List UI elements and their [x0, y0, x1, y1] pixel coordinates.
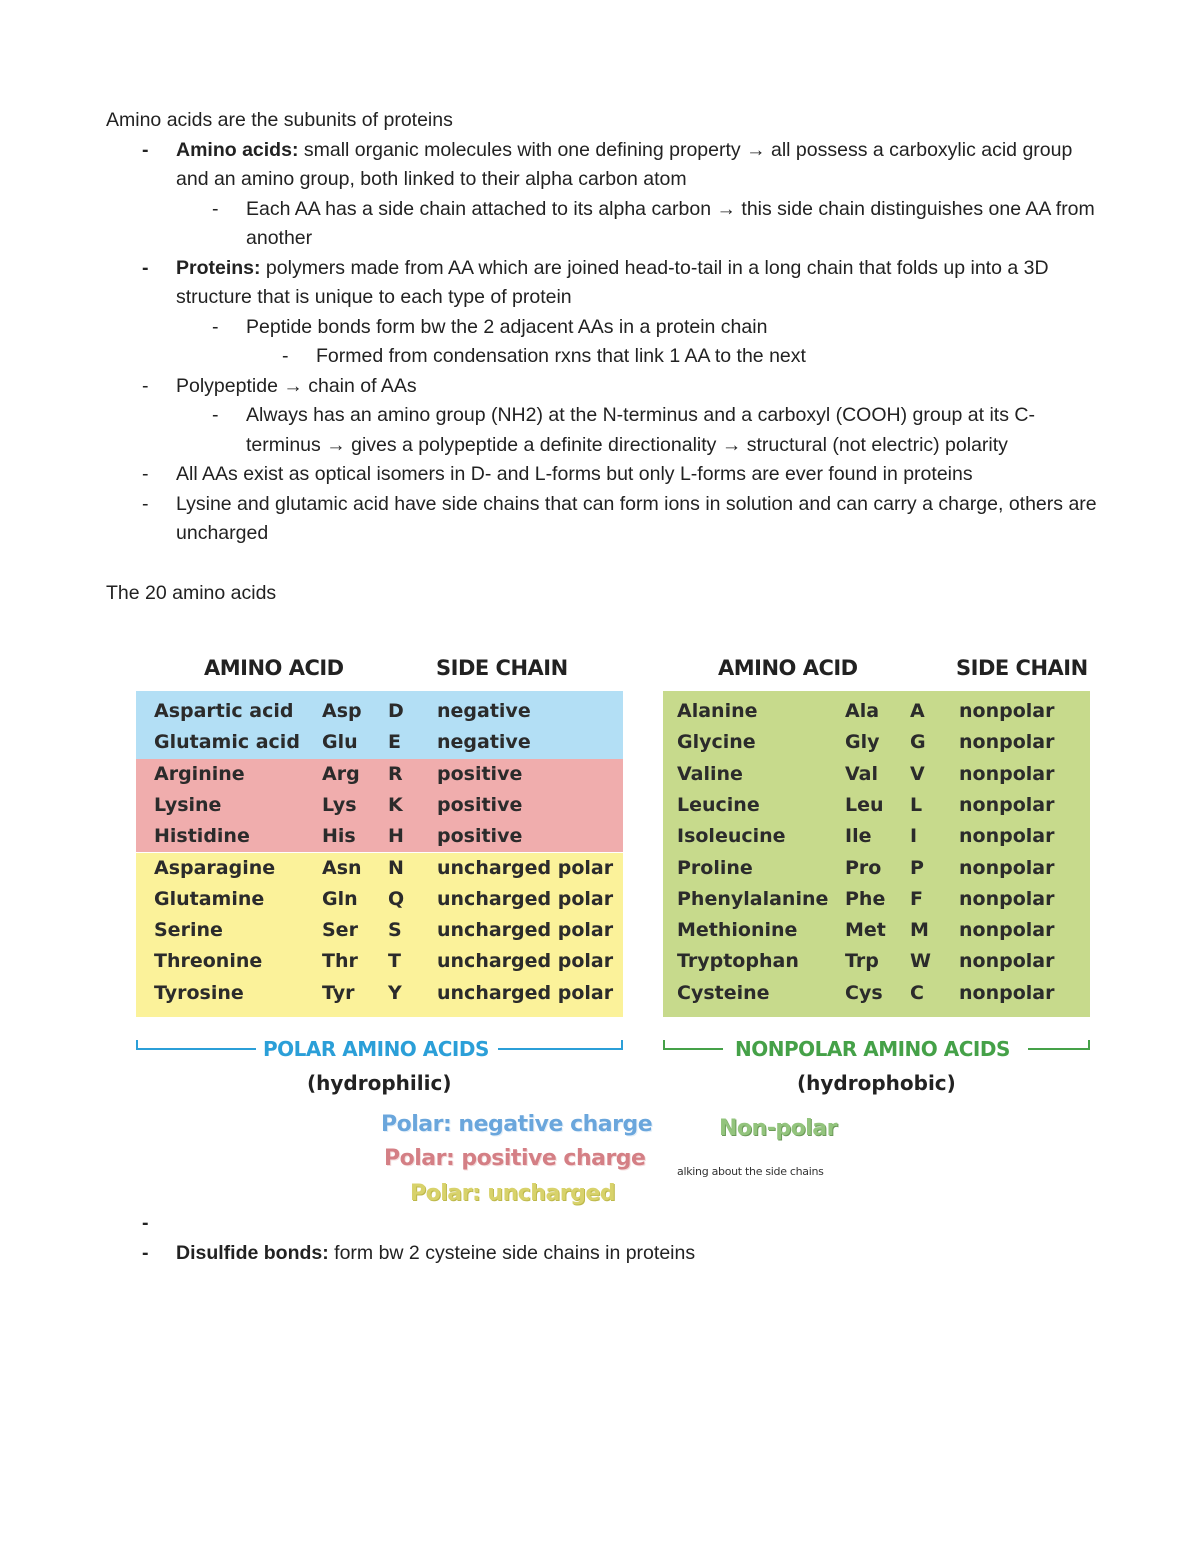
cell-code: R	[388, 762, 403, 785]
bullet-list	[106, 136, 1106, 549]
table-row	[136, 915, 623, 946]
cell-name: Valine	[677, 762, 743, 785]
cell-name: Proline	[677, 856, 753, 879]
bullet-dash: -	[212, 315, 219, 338]
cell-abbr: Tyr	[322, 981, 355, 1004]
cell-abbr: Leu	[845, 793, 884, 816]
cell-side: positive	[437, 793, 523, 816]
table-row	[136, 946, 623, 977]
cell-name: Glutamine	[154, 887, 265, 910]
legend-polar-positive: Polar: positive charge	[384, 1146, 646, 1171]
legend-polar-uncharged: Polar: uncharged	[410, 1181, 616, 1206]
cell-side: uncharged polar	[437, 919, 614, 942]
polar-amino-acid-table	[136, 691, 623, 1017]
table-row	[663, 790, 1090, 821]
table-row	[136, 790, 623, 821]
terminus-note: Always has an amino group (NH2) at the N-terminus and a carboxyl (COOH) group at its C-terminus → gives a polypeptide a definite directionality → structural (not electric) polarity	[246, 404, 1035, 456]
cell-abbr: Cys	[845, 981, 883, 1004]
bracket-line-left	[136, 1048, 256, 1050]
cell-abbr: Trp	[845, 950, 879, 973]
cell-side: nonpolar	[959, 856, 1055, 879]
cell-name: Histidine	[154, 825, 250, 848]
tail-notes	[106, 1208, 1106, 1268]
cell-abbr: Asp	[322, 700, 362, 722]
table-row	[136, 978, 623, 1009]
polar-amino-acid-header: AMINO ACID	[204, 656, 344, 680]
cell-abbr: Lys	[322, 793, 357, 816]
sub-sub-list	[246, 342, 1106, 372]
bullet-dash: -	[142, 138, 149, 161]
cell-name: Methionine	[677, 919, 798, 942]
cell-side: nonpolar	[959, 981, 1055, 1004]
table-row	[136, 884, 623, 915]
cell-side: negative	[437, 731, 531, 754]
cell-abbr: Met	[845, 919, 886, 942]
cell-name: Cysteine	[677, 981, 770, 1004]
cell-code: A	[910, 700, 925, 722]
bullet-dash: -	[282, 345, 289, 367]
cell-code: H	[388, 825, 404, 848]
term-disulfide-bonds: Disulfide bonds:	[176, 1242, 329, 1264]
cell-abbr: Arg	[322, 762, 360, 785]
table-row	[663, 759, 1090, 790]
condensation-note: Formed from condensation rxns that link 1 AA to the next	[316, 345, 806, 367]
table-row	[136, 821, 623, 852]
cell-name: Lysine	[154, 793, 222, 816]
cell-name: Alanine	[677, 700, 758, 722]
table-row	[663, 946, 1090, 977]
cell-side: nonpolar	[959, 793, 1055, 816]
peptide-note: Peptide bonds form bw the 2 adjacent AAs in a protein chain	[246, 315, 768, 338]
side-chain-note: Each AA has a side chain attached to its alpha carbon → this side chain distinguishes one AA from another	[246, 197, 1095, 249]
cell-code: G	[910, 731, 926, 754]
cell-code: Q	[388, 887, 405, 910]
cell-code: W	[910, 950, 931, 973]
cell-name: Glycine	[677, 731, 756, 754]
legend-polar-negative: Polar: negative charge	[381, 1112, 653, 1137]
bracket-line-right	[498, 1048, 623, 1050]
cell-side: uncharged polar	[437, 950, 614, 973]
list-item	[176, 313, 1106, 372]
side-chain-note-small: alking about the side chains	[677, 1165, 824, 1178]
cell-side: nonpolar	[959, 887, 1055, 910]
cell-abbr: Phe	[845, 887, 886, 910]
nonpolar-side-chain-header: SIDE CHAIN	[956, 656, 1088, 680]
table-row	[663, 853, 1090, 884]
cell-name: Serine	[154, 919, 223, 942]
bullet-dash: -	[142, 492, 149, 515]
cell-code: N	[388, 856, 404, 879]
list-item	[246, 342, 1106, 372]
bullet-dash: -	[142, 1212, 149, 1234]
cell-side: nonpolar	[959, 919, 1055, 942]
cell-name: Tryptophan	[677, 950, 799, 973]
cell-side: uncharged polar	[437, 887, 614, 910]
cell-side: uncharged polar	[437, 856, 614, 879]
cell-abbr: Gln	[322, 887, 358, 910]
sub-list	[176, 401, 1106, 460]
table-row	[136, 727, 623, 758]
table-row	[136, 853, 623, 884]
cell-abbr: Val	[845, 762, 878, 785]
bullet-list	[106, 1208, 1106, 1268]
sub-list	[176, 313, 1106, 372]
cell-side: nonpolar	[959, 731, 1055, 754]
cell-name: Tyrosine	[154, 981, 244, 1004]
cell-code: K	[388, 793, 403, 816]
cell-abbr: Ala	[845, 700, 880, 722]
bullet-dash: -	[212, 404, 219, 426]
cell-abbr: Gly	[845, 731, 880, 754]
list-item	[176, 401, 1106, 460]
hydrophilic-label: (hydrophilic)	[307, 1071, 452, 1095]
table-row	[663, 915, 1090, 946]
polypeptide-note: Polypeptide → chain of AAs	[176, 374, 417, 397]
sub-list	[176, 195, 1106, 254]
proteins-definition: polymers made from AA which are joined head-to-tail in a long chain that folds up into a 3D structure that is unique to each type of protein	[176, 256, 1049, 308]
charge-note: Lysine and glutamic acid have side chains that can form ions in solution and can carry a charge, others are uncharged	[176, 492, 1097, 544]
list-item	[106, 490, 1106, 549]
cell-name: Glutamic acid	[154, 731, 300, 754]
cell-name: Threonine	[154, 950, 263, 973]
table-row	[663, 884, 1090, 915]
bullet-dash: -	[142, 463, 149, 485]
cell-code: C	[910, 981, 924, 1004]
nonpolar-amino-acids-label: NONPOLAR AMINO ACIDS	[735, 1037, 1010, 1061]
table-row	[663, 978, 1090, 1009]
legend-nonpolar: Non-polar	[719, 1116, 837, 1141]
polar-side-chain-header: SIDE CHAIN	[436, 656, 568, 680]
bracket-line-right	[1028, 1048, 1090, 1050]
section-title: The 20 amino acids	[106, 581, 277, 604]
cell-name: Aspartic acid	[154, 700, 294, 722]
bracket-line-left	[663, 1048, 723, 1050]
cell-side: positive	[437, 825, 523, 848]
cell-code: Y	[388, 981, 402, 1004]
cell-side: nonpolar	[959, 700, 1055, 722]
table-row	[663, 727, 1090, 758]
bracket-right-tick	[1088, 1040, 1090, 1050]
term-amino-acids: Amino acids:	[176, 138, 299, 161]
cell-code: F	[910, 887, 923, 910]
hydrophobic-label: (hydrophobic)	[797, 1071, 956, 1095]
table-row	[663, 696, 1090, 727]
cell-side: nonpolar	[959, 950, 1055, 973]
cell-side: positive	[437, 762, 523, 785]
cell-code: T	[388, 950, 401, 973]
cell-name: Phenylalanine	[677, 887, 829, 910]
disulfide-definition: form bw 2 cysteine side chains in proteins	[328, 1242, 696, 1264]
cell-abbr: Thr	[322, 950, 358, 973]
nonpolar-amino-acid-table	[663, 691, 1090, 1017]
nonpolar-amino-acid-header: AMINO ACID	[718, 656, 858, 680]
cell-side: negative	[437, 700, 531, 722]
cell-abbr: Asn	[322, 856, 362, 879]
isomers-note: All AAs exist as optical isomers in D- and L-forms but only L-forms are ever found in proteins	[176, 463, 973, 485]
cell-name: Asparagine	[154, 856, 276, 879]
cell-abbr: Ile	[845, 825, 872, 848]
polar-amino-acids-label: POLAR AMINO ACIDS	[263, 1037, 489, 1061]
list-item	[106, 1238, 1106, 1268]
list-item	[106, 460, 1106, 490]
cell-side: nonpolar	[959, 762, 1055, 785]
bullet-dash: -	[142, 256, 149, 279]
cell-side: uncharged polar	[437, 981, 614, 1004]
cell-code: E	[388, 731, 401, 754]
table-row	[136, 759, 623, 790]
cell-code: I	[910, 825, 918, 848]
cell-abbr: Glu	[322, 731, 358, 754]
cell-code: M	[910, 919, 929, 942]
table-row	[136, 696, 623, 727]
list-item	[106, 136, 1106, 254]
cell-code: P	[910, 856, 924, 879]
cell-abbr: Ser	[322, 919, 358, 942]
cell-name: Leucine	[677, 793, 760, 816]
list-item	[106, 372, 1106, 461]
table-row	[663, 821, 1090, 852]
cell-abbr: His	[322, 825, 356, 848]
list-item	[106, 254, 1106, 372]
intro-line: Amino acids are the subunits of proteins	[106, 109, 453, 131]
cell-name: Arginine	[154, 762, 245, 785]
cell-code: S	[388, 919, 402, 942]
cell-name: Isoleucine	[677, 825, 786, 848]
cell-side: nonpolar	[959, 825, 1055, 848]
notes-body	[106, 106, 1106, 608]
list-item	[106, 1208, 1106, 1238]
amino-acids-definition: small organic molecules with one defining property → all possess a carboxylic acid group and an amino group, both linked to their alpha carbon atom	[176, 138, 1073, 190]
bullet-dash: -	[142, 374, 149, 397]
cell-code: D	[388, 700, 404, 722]
term-proteins: Proteins:	[176, 256, 261, 279]
cell-code: L	[910, 793, 923, 816]
bullet-dash: -	[142, 1242, 149, 1264]
cell-code: V	[910, 762, 925, 785]
bracket-right-tick	[621, 1040, 623, 1050]
cell-abbr: Pro	[845, 856, 882, 879]
bullet-dash: -	[212, 197, 219, 220]
list-item	[176, 195, 1106, 254]
